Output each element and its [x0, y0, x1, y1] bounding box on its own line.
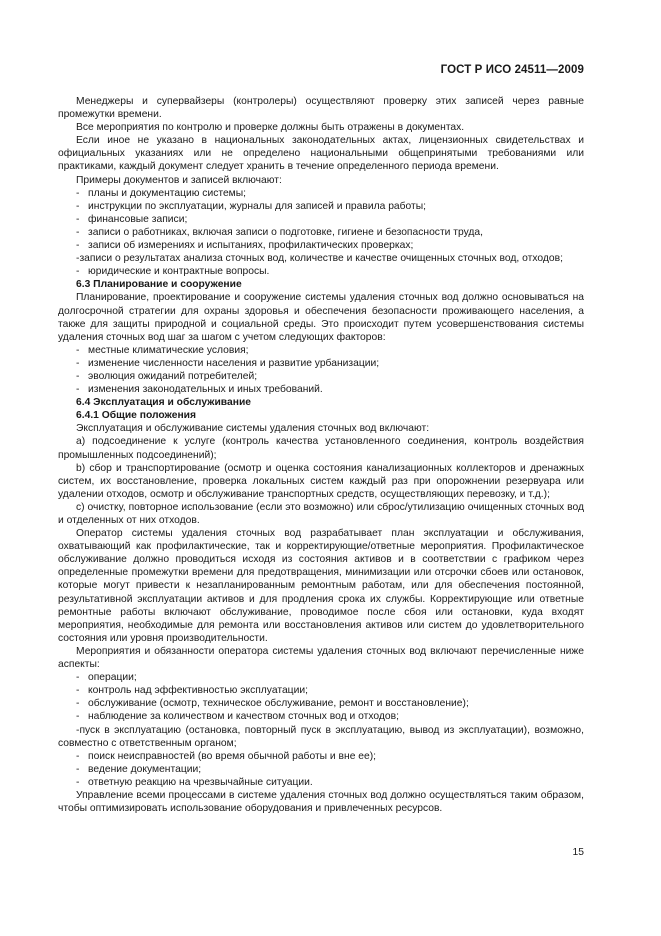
- list-item: - планы и документацию системы;: [76, 187, 247, 199]
- list-marker: -: [76, 213, 80, 225]
- list-item: - поиск неисправностей (во время обычной работы и вне ее);: [76, 750, 377, 762]
- paragraph: с) очистку, повторное использование (если это возможно) или сброс/утилизацию очищенных сточных вод и отделенных от них отходов.: [58, 501, 584, 526]
- paragraph: Все мероприятия по контролю и проверке должны быть отражены в документах.: [76, 122, 465, 134]
- list-marker: -: [76, 724, 80, 736]
- list-item: -записи о результатах анализа сточных вод, количестве и качестве очищенных сточных вод, отходов;: [76, 253, 563, 265]
- list-operator-duties: [58, 671, 584, 789]
- list-marker: -: [76, 240, 80, 252]
- section-heading-6-4: 6.4 Эксплуатация и обслуживание: [76, 397, 252, 409]
- document-code-header: ГОСТ Р ИСО 24511—2009: [440, 64, 584, 76]
- list-item: - контроль над эффективностью эксплуатации;: [76, 685, 308, 697]
- list-factors: [58, 344, 584, 396]
- paragraph: Менеджеры и супервайзеры (контролеры) осуществляют проверку этих записей через равные промежутки времени.: [58, 96, 584, 121]
- paragraph: Управление всеми процессами в системе удаления сточных вод должно осуществляться таким образом, чтобы оптимизировать использование оборудования и привлеченных ресурсов.: [58, 789, 584, 815]
- list-item: - наблюдение за количеством и качеством сточных вод и отходов;: [76, 711, 399, 723]
- paragraph: Мероприятия и обязанности оператора системы удаления сточных вод включают перечисленные ниже аспекты:: [58, 645, 584, 671]
- list-marker: -: [76, 698, 80, 710]
- list-marker: -: [76, 763, 80, 775]
- section-heading-6-4-1: 6.4.1 Общие положения: [76, 410, 196, 422]
- section-heading-6-3: 6.3 Планирование и сооружение: [76, 279, 242, 291]
- list-marker: -: [76, 187, 80, 199]
- list-item: - финансовые записи;: [76, 213, 188, 225]
- list-item: - записи об измерениях и испытаниях, профилактических проверках;: [76, 240, 414, 252]
- list-item: - изменения законодательных и иных требований.: [76, 384, 323, 396]
- list-marker: -: [76, 357, 80, 369]
- list-marker: -: [76, 750, 80, 762]
- list-marker: -: [76, 344, 80, 356]
- document-body: [58, 95, 584, 815]
- paragraph: Если иное не указано в национальных законодательных актах, лицензионных свидетельствах и официальных указаниях или не определено национальными общепринятыми требованиями или практиками, каждый документ следует хранить в течение определенного периода времени.: [58, 135, 584, 173]
- paragraph: Эксплуатация и обслуживание системы удаления сточных вод включают:: [76, 423, 430, 435]
- list-item: - юридические и контрактные вопросы.: [76, 266, 270, 278]
- list-item: - операции;: [76, 672, 137, 684]
- list-item: - эволюция ожиданий потребителей;: [76, 370, 258, 382]
- list-item: - инструкции по эксплуатации, журналы для записей и правила работы;: [76, 200, 427, 212]
- list-item: - записи о работниках, включая записи о подготовке, гигиене и безопасности труда,: [76, 226, 483, 238]
- list-marker: -: [76, 685, 80, 697]
- list-marker: -: [76, 776, 80, 788]
- page-number: 15: [572, 847, 584, 858]
- paragraph: Планирование, проектирование и сооружение системы удаления сточных вод должно основываться на долгосрочной стратегии для охраны здоровья и обеспечения безопасности проживающего населения, а также для защиты природной и социальной среды. Это происходит путем усовершенствования системы удаления сточных вод шаг за шагом с учетом следующих факторов:: [58, 292, 584, 343]
- list-marker: -: [76, 370, 80, 382]
- paragraph: Примеры документов и записей включают:: [76, 174, 282, 186]
- list-marker: -: [76, 384, 80, 396]
- list-documents: [58, 187, 584, 279]
- list-item: - обслуживание (осмотр, техническое обслуживание, ремонт и восстановление);: [76, 698, 469, 710]
- list-marker: -: [76, 200, 80, 212]
- list-item: - ответную реакцию на чрезвычайные ситуации.: [76, 776, 313, 788]
- list-marker: -: [76, 711, 80, 723]
- paragraph: b) сбор и транспортирование (осмотр и оценка состояния канализационных коллекторов и дренажных систем, их восстановление, проверка локальных систем каждый раз при опорожнении резервуара или удалении отходов, осмотр и обслуживание транспортных средств, осуществляющих перевозку, и т.д.);: [58, 462, 584, 500]
- list-item: - местные климатические условия;: [76, 344, 249, 356]
- list-item: - изменение численности населения и развитие урбанизации;: [76, 357, 380, 369]
- paragraph: Оператор системы удаления сточных вод разрабатывает план эксплуатации и обслуживания, охватывающий как профилактические, так и корректирующие/ответные мероприятия. Профилактическое обслуживание должно проводиться исходя из состояния активов и в соответствии с графиком через определенные промежутки времени для предотвращения, минимизации или отсрочки сбоев или остановок, которые могут привести к незапланированным ремонтным работам, или для обеспечения постоянной, результативной эксплуатации активов и для продления срока их службы. Корректирующие или ответные ремонтные работы включают обслуживание, проводимое после сбоя или остановки, куда входят мероприятия, необходимые для ремонта или восстановления активов или систем до удовлетворительного состояния или уровня производительности.: [58, 528, 584, 644]
- list-marker: -: [76, 672, 80, 684]
- list-marker: -: [76, 253, 80, 265]
- list-item: -пуск в эксплуатацию (остановка, повторный пуск в эксплуатацию, вывод из эксплуатации), возможно, совместно с ответственным органом;: [58, 724, 584, 749]
- list-marker: -: [76, 226, 80, 238]
- paragraph: а) подсоединение к услуге (контроль качества установленного соединения, контроль воздействия промышленных подсоединений);: [58, 436, 584, 461]
- list-marker: -: [76, 266, 80, 278]
- list-item: - ведение документации;: [76, 763, 202, 775]
